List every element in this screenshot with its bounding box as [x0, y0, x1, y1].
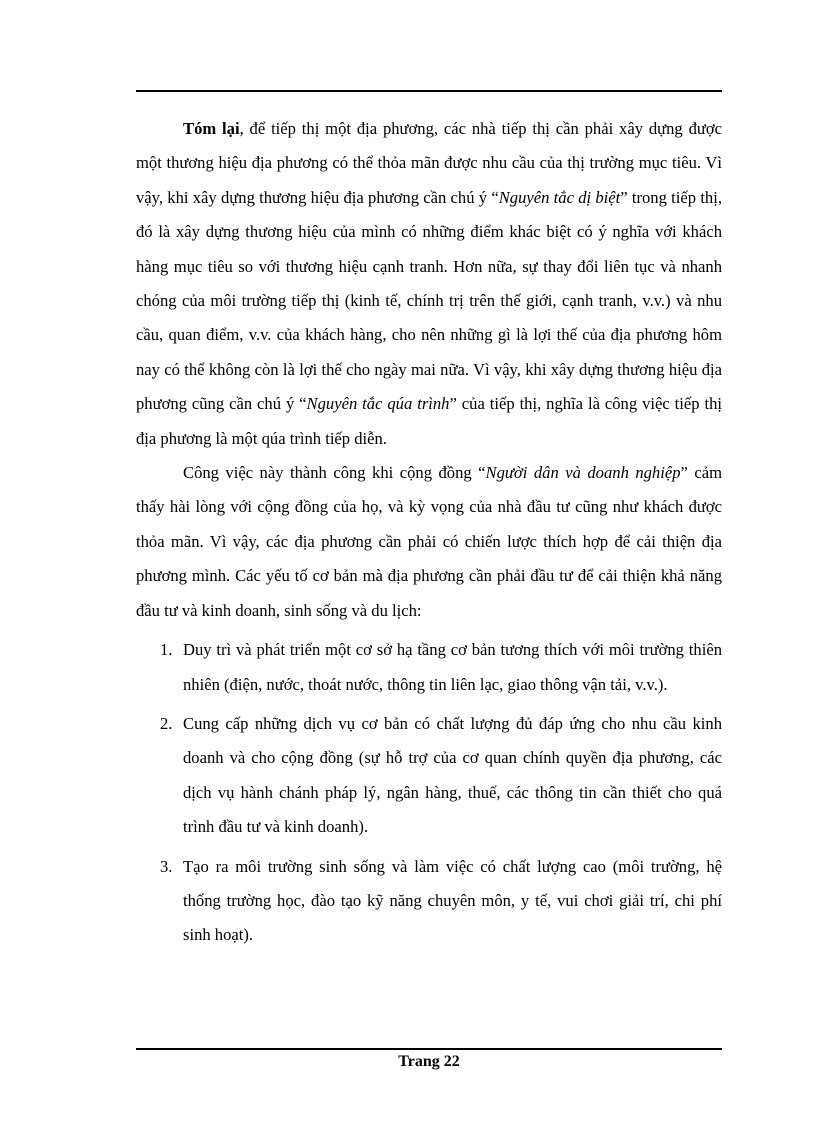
- header-rule: [136, 90, 722, 92]
- list-number: 2.: [160, 713, 173, 733]
- list-number: 3.: [160, 856, 173, 876]
- list-item: [136, 850, 722, 953]
- paragraph-strategy: Công việc này thành công khi cộng đồng “Người dân và doanh nghiệp” cảm thấy hài lòng với cộng đồng của họ, và kỳ vọng của nhà đầu tư cũng như khách được thỏa mãn. Vì vậy, các địa phương cần phải có chiến lược thích hợp để cải thiện địa phương mình. Các yếu tố cơ bản mà địa phương cần phải đầu tư để cải thiện khả năng đầu tư và kinh doanh, sinh sống và du lịch:: [136, 463, 722, 620]
- body-text: [136, 112, 722, 953]
- emphasis-term: Nguyên tắc dị biệt: [498, 187, 621, 207]
- list-item-text: Duy trì và phát triển một cơ sở hạ tầng cơ bản tương thích với môi trường thiên nhiên (điện, nước, thoát nước, thông tin liên lạc, giao thông vận tải, v.v.).: [183, 640, 722, 694]
- list-item: [136, 707, 722, 845]
- paragraph-summary: Tóm lại, để tiếp thị một địa phương, các nhà tiếp thị cần phải xây dựng được một thương hiệu địa phương có thể thỏa mãn được nhu cầu của thị trường mục tiêu. Vì vậy, khi xây dựng thương hiệu địa phương cần chú ý “Nguyên tắc dị biệt” trong tiếp thị, đó là xây dựng thương hiệu của mình có những điểm khác biệt có ý nghĩa với khách hàng mục tiêu so với thương hiệu cạnh tranh. Hơn nữa, sự thay đổi liên tục và nhanh chóng của môi trường tiếp thị (kinh tế, chính trị trên thế giới, cạnh tranh, v.v.) và nhu cầu, quan điểm, v.v. của khách hàng, cho nên những gì là lợi thế của địa phương hôm nay có thể không còn là lợi thế cho ngày mai nữa. Vì vậy, khi xây dựng thương hiệu địa phương cũng cần chú ý “Nguyên tắc qúa trình” của tiếp thị, nghĩa là công việc tiếp thị địa phương là một qúa trình tiếp diễn.: [136, 119, 723, 448]
- list-item: [136, 633, 722, 702]
- page-number: Trang 22: [398, 1053, 460, 1070]
- list-item-text: Tạo ra môi trường sinh sống và làm việc có chất lượng cao (môi trường, hệ thống trường học, đào tạo kỹ năng chuyên môn, y tế, vui chơi giải trí, chi phí sinh hoạt).: [183, 856, 722, 945]
- footer-rule: [136, 1048, 722, 1050]
- emphasis-term: Nguyên tắc qúa trình: [306, 394, 450, 414]
- emphasis-term: Người dân và doanh nghiệp: [485, 463, 681, 483]
- lead-phrase: Tóm lại: [183, 119, 240, 138]
- factor-list: [136, 633, 722, 953]
- list-number: 1.: [160, 640, 173, 660]
- list-item-text: Cung cấp những dịch vụ cơ bản có chất lượng đủ đáp ứng cho nhu cầu kinh doanh và cho cộng đồng (sự hỗ trợ của cơ quan chính quyền địa phương, các dịch vụ hành chánh pháp lý, ngân hàng, thuế, các thông tin cần thiết cho quá trình đầu tư và kinh doanh).: [183, 713, 722, 837]
